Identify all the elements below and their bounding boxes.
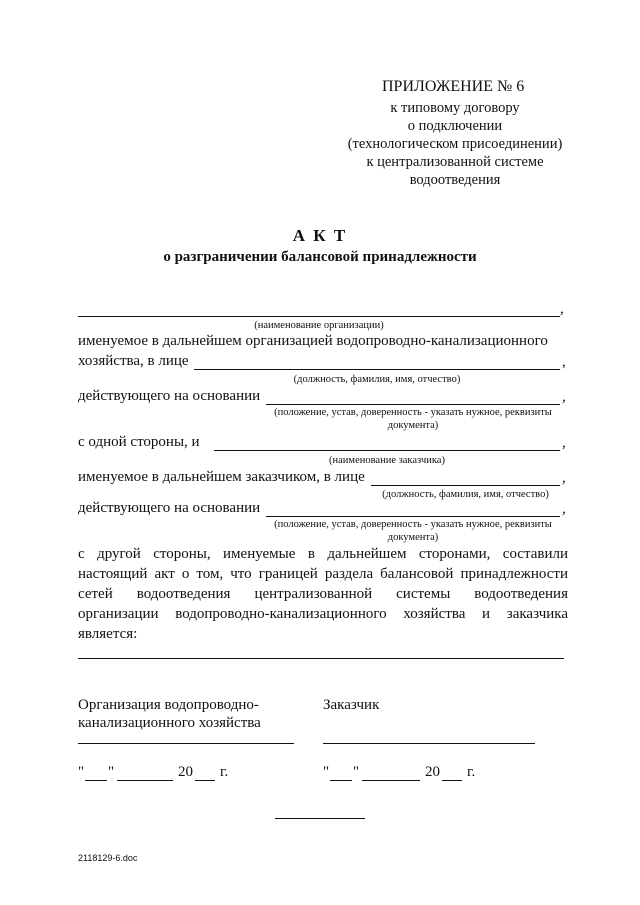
customer-date-month-field[interactable] xyxy=(362,780,420,781)
customer-date-quote-close: " xyxy=(353,764,360,780)
body-line: является: xyxy=(78,626,138,642)
hint-basis1: (положение, устав, доверенность - указать нужное, реквизиты xyxy=(274,407,552,418)
hint-person1: (должность, фамилия, имя, отчество) xyxy=(293,374,461,385)
customer-date-day-field[interactable] xyxy=(330,780,352,781)
body-line: организации водопроводно-канализационного хозяйства и заказчика xyxy=(78,606,568,622)
hint-person2: (должность, фамилия, имя, отчество) xyxy=(382,489,549,500)
bottom-separator xyxy=(275,818,365,819)
org-date-suffix: г. xyxy=(220,764,229,780)
appendix-line: к централизованной системе xyxy=(366,154,544,170)
footer-code: 2118129-6.doc xyxy=(78,853,138,863)
text-basis2: действующего на основании xyxy=(78,500,261,516)
comma: , xyxy=(562,501,566,517)
customer-date-year-prefix: 20 xyxy=(425,764,440,780)
customer-signature-field[interactable] xyxy=(323,743,535,744)
hint-basis2-doc: документа) xyxy=(387,532,439,543)
comma: , xyxy=(562,435,566,451)
boundary-description-field[interactable] xyxy=(78,658,564,659)
org-date-year-field[interactable] xyxy=(195,780,215,781)
body-line: настоящий акт о том, что границей раздела балансовой принадлежности xyxy=(78,566,568,582)
appendix-number: ПРИЛОЖЕНИЕ № 6 xyxy=(382,78,525,95)
appendix-line: о подключении xyxy=(407,118,503,134)
org-representative-field[interactable] xyxy=(194,369,560,370)
org-date-quote-close: " xyxy=(108,764,115,780)
org-date-day-field[interactable] xyxy=(85,780,107,781)
customer-representative-field[interactable] xyxy=(371,485,560,486)
hint-basis2: (положение, устав, доверенность - указать нужное, реквизиты xyxy=(274,519,552,530)
text-customer: именуемое в дальнейшем заказчиком, в лице xyxy=(78,469,365,485)
document-subtitle: о разграничении балансовой принадлежности xyxy=(163,249,477,265)
document-title: А К Т xyxy=(292,226,348,245)
text-org: именуемое в дальнейшем организацией водопроводно-канализационного xyxy=(78,333,548,349)
customer-basis-field[interactable] xyxy=(266,516,560,517)
text-face1: хозяйства, в лице xyxy=(78,353,189,369)
text-basis1: действующего на основании xyxy=(78,388,261,404)
comma: , xyxy=(560,301,564,317)
appendix-line: (технологическом присоединении) xyxy=(347,136,563,152)
comma: , xyxy=(562,354,566,370)
customer-date-suffix: г. xyxy=(467,764,476,780)
org-date-quote-open: " xyxy=(78,764,85,780)
org-signature-label: канализационного хозяйства xyxy=(78,715,261,731)
customer-date-year-field[interactable] xyxy=(442,780,462,781)
hint-org-name: (наименование организации) xyxy=(254,320,384,331)
body-line: сетей водоотведения централизованной системы водоотведения xyxy=(78,586,568,602)
org-name-field[interactable] xyxy=(78,316,560,317)
org-signature-field[interactable] xyxy=(78,743,294,744)
text-side: с одной стороны, и xyxy=(78,434,200,450)
org-basis-field[interactable] xyxy=(266,404,560,405)
hint-customer: (наименование заказчика) xyxy=(329,455,445,466)
appendix-line: водоотведения xyxy=(409,172,501,188)
body-line: с другой стороны, именуемые в дальнейшем сторонами, составили xyxy=(78,546,568,562)
comma: , xyxy=(562,389,566,405)
customer-signature-label: Заказчик xyxy=(323,697,380,713)
appendix-line: к типовому договору xyxy=(390,100,520,116)
org-signature-label: Организация водопроводно- xyxy=(78,697,259,713)
hint-basis1-doc: документа) xyxy=(387,420,439,431)
comma: , xyxy=(562,470,566,486)
org-date-year-prefix: 20 xyxy=(178,764,193,780)
appendix-block xyxy=(330,78,580,189)
org-date-month-field[interactable] xyxy=(117,780,173,781)
customer-name-field[interactable] xyxy=(214,450,560,451)
customer-date-quote-open: " xyxy=(323,764,330,780)
